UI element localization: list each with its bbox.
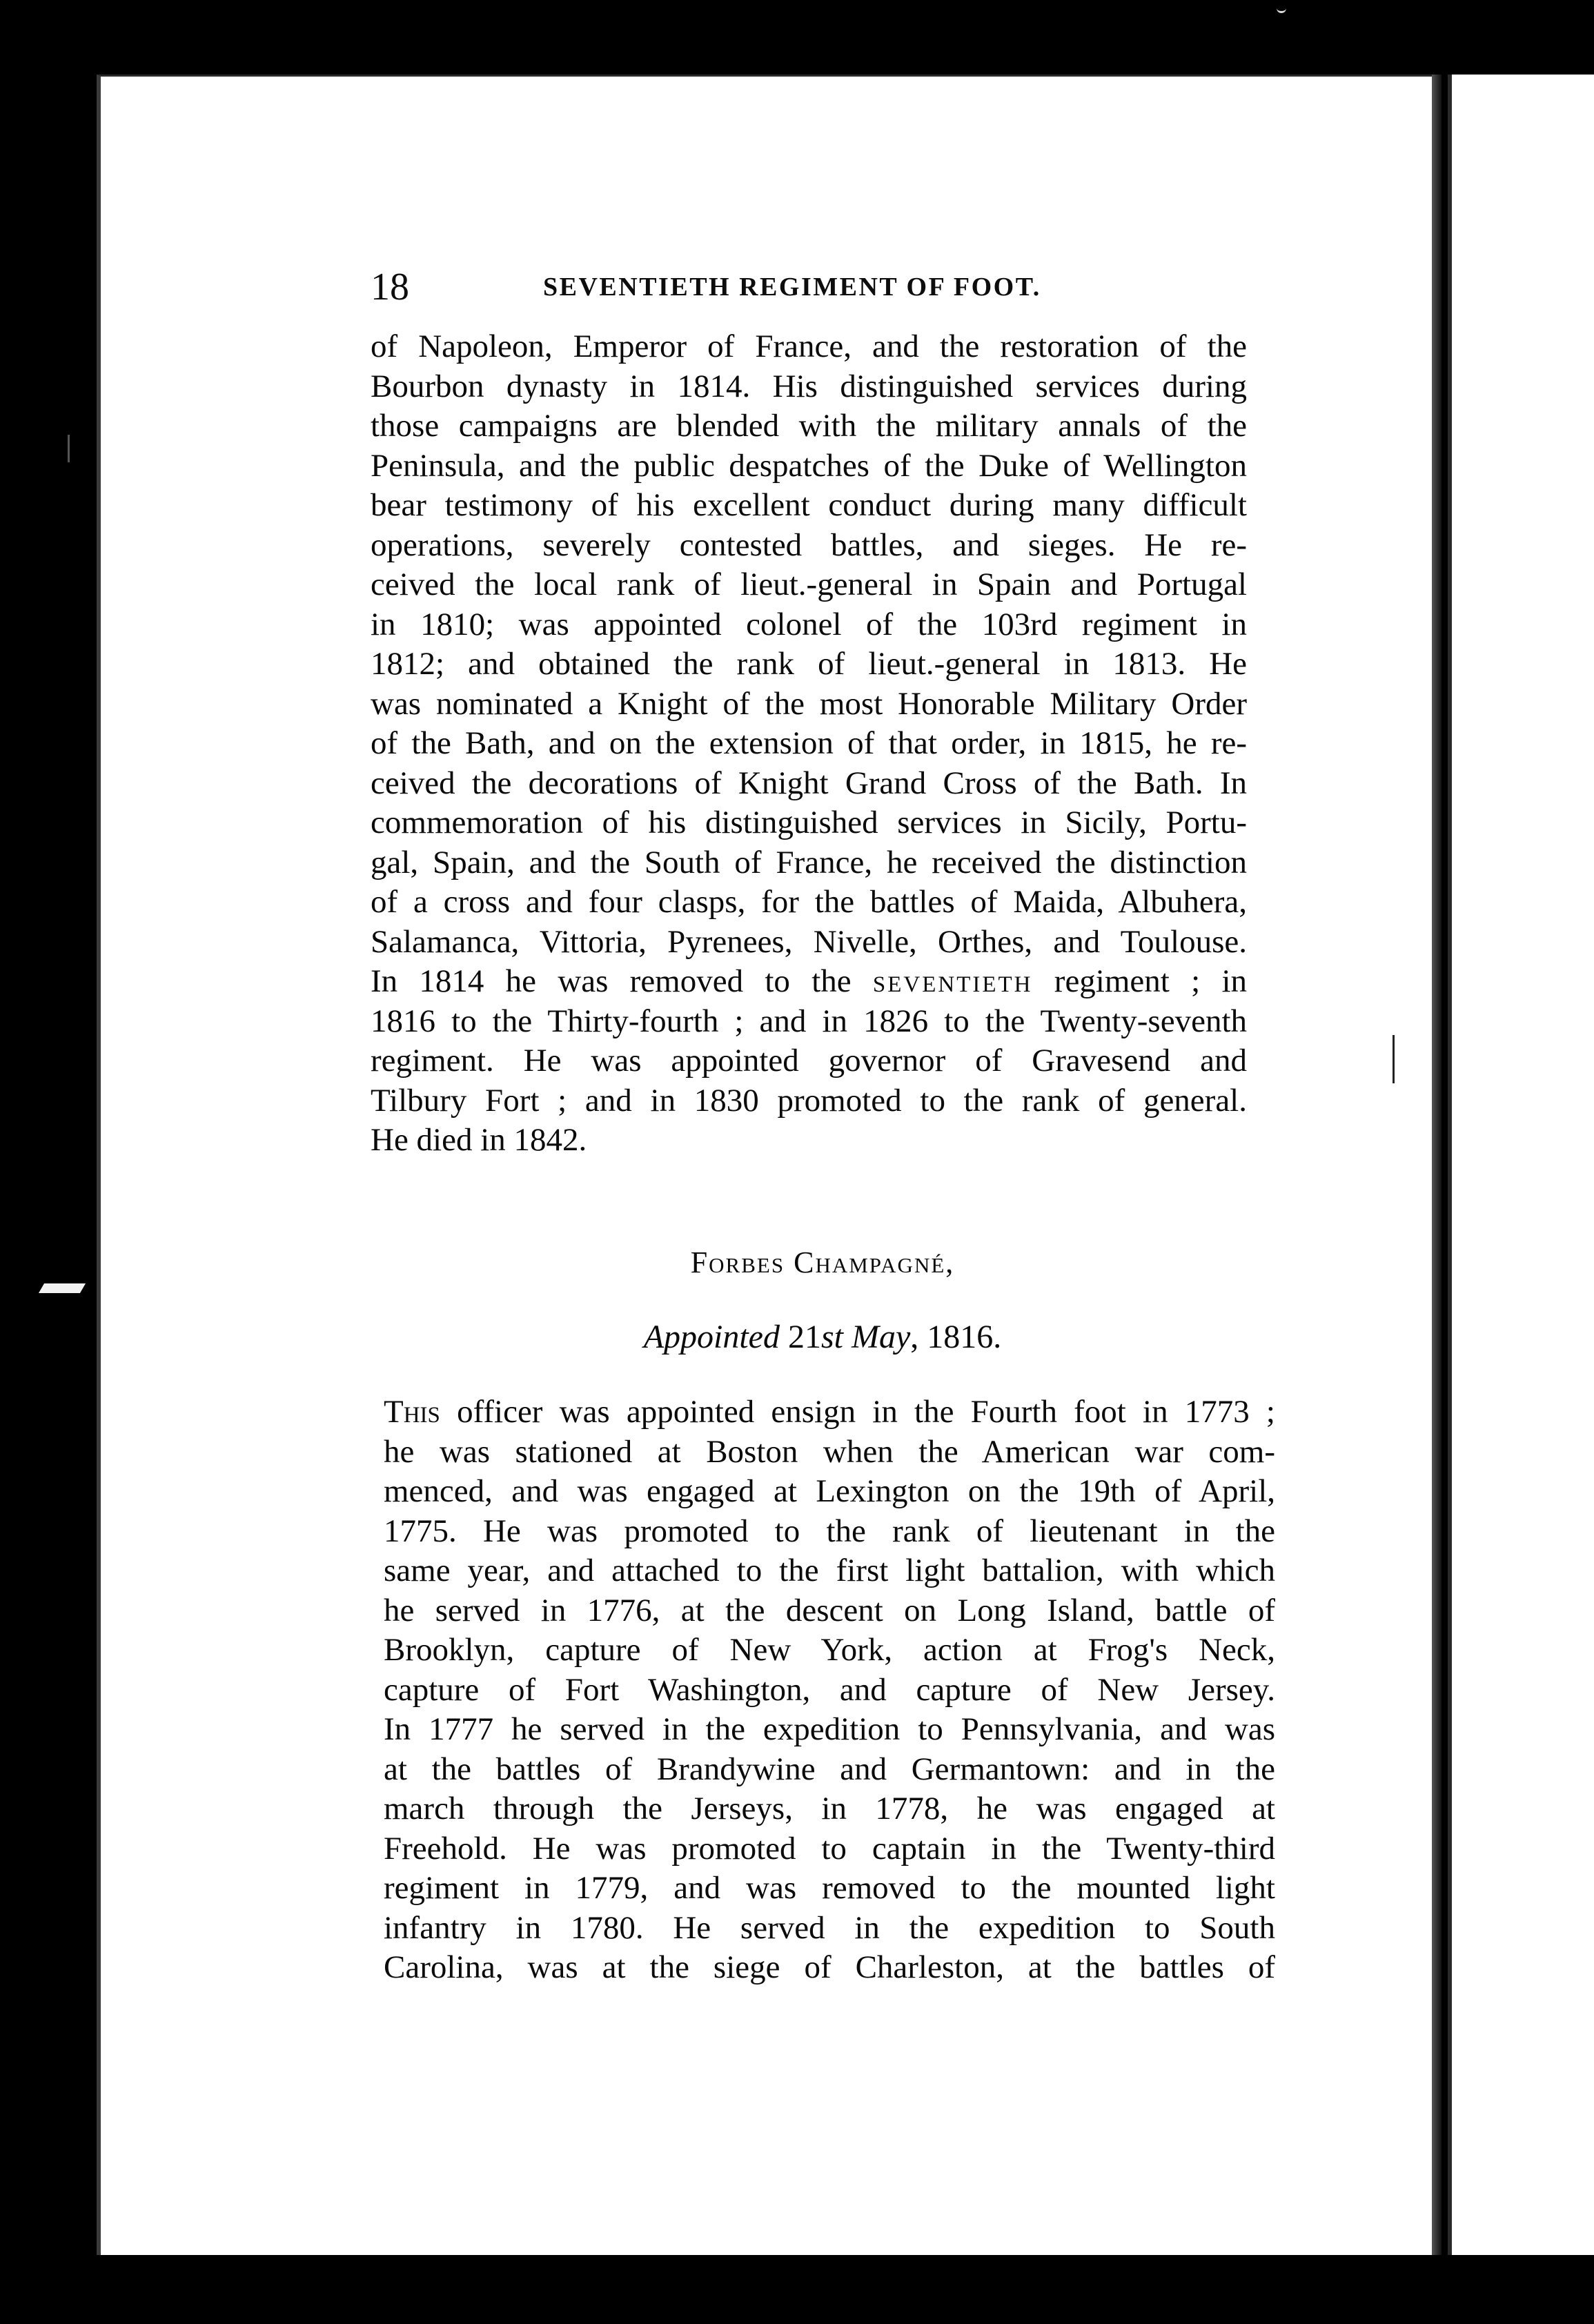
appointed-label: Appointed: [643, 1319, 780, 1355]
text-fragment: In 1814 he was removed to the: [371, 963, 873, 999]
text-line: gal, Spain, and the South of France, he received the distinction: [371, 844, 1247, 880]
page-number: 18: [371, 266, 409, 308]
text-line: Bourbon dynasty in 1814. His distinguished services during: [371, 368, 1247, 404]
text-line: bear testimony of his excellent conduct during many difficult: [371, 487, 1247, 523]
text-fragment: regiment ; in: [1032, 963, 1247, 999]
text-line: Peninsula, and the public despatches of the Duke of Wellington: [371, 447, 1247, 484]
text-line: menced, and was engaged at Lexington on the 19th of April,: [384, 1473, 1275, 1509]
text-line: In 1777 he served in the expedition to Pennsylvania, and was: [384, 1711, 1275, 1747]
appointed-month: May: [852, 1319, 911, 1355]
page-gutter-shadow: [1432, 75, 1442, 2255]
appointment-date: [371, 1314, 1275, 1360]
text-line: was nominated a Knight of the most Honorable Military Order: [371, 685, 1247, 722]
scan-edge-mark: [39, 1283, 86, 1293]
text-line: Freehold. He was promoted to captain in the Twenty-third: [384, 1830, 1275, 1867]
facing-page-edge: [1448, 75, 1594, 2255]
text-line: 1775. He was promoted to the rank of lieutenant in the: [384, 1513, 1275, 1549]
regiment-name-smallcaps: seventieth: [872, 963, 1033, 999]
text-line: operations, severely contested battles, and sieges. He re-: [371, 526, 1247, 563]
paragraph-opening-smallcaps: This: [384, 1394, 440, 1430]
text-line: 1812; and obtained the rank of lieut.-general in 1813. He: [371, 646, 1247, 682]
text-line: capture of Fort Washington, and capture of New Jersey.: [384, 1671, 1275, 1708]
text-line: infantry in 1780. He served in the expedition to South: [384, 1909, 1275, 1946]
scan-edge-mark: [1277, 6, 1286, 13]
text-line: of the Bath, and on the extension of that order, in 1815, he re-: [371, 725, 1247, 761]
appointed-day: 21: [787, 1319, 821, 1355]
text-fragment: officer was appointed ensign in the Fourth foot in 1773 ;: [440, 1394, 1275, 1430]
scan-edge-mark: [1393, 1035, 1395, 1083]
scan-edge-mark: [68, 435, 70, 462]
appointed-ordinal: st: [820, 1319, 843, 1355]
running-head-title: SEVENTIETH REGIMENT OF FOOT.: [543, 273, 1041, 302]
running-head: [371, 259, 1275, 315]
text-line: regiment. He was appointed governor of Gravesend and: [371, 1043, 1247, 1079]
text-line: same year, and attached to the first light battalion, with which: [384, 1553, 1275, 1588]
text-line: he served in 1776, at the descent on Long Island, battle of: [384, 1592, 1275, 1628]
text-line: of a cross and four clasps, for the battles of Maida, Albuhera,: [371, 884, 1247, 920]
text-line: in 1810; was appointed colonel of the 103rd regiment in: [371, 606, 1247, 642]
text-line: ceived the decorations of Knight Grand Cross of the Bath. In: [371, 765, 1247, 801]
text-line: he was stationed at Boston when the American war com-: [384, 1433, 1275, 1470]
text-line: Tilbury Fort ; and in 1830 promoted to the rank of general.: [371, 1082, 1247, 1119]
text-line: [371, 962, 1247, 1002]
officer-name-heading: Forbes Champagné,: [690, 1245, 955, 1279]
text-line: of Napoleon, Emperor of France, and the restoration of the: [371, 328, 1247, 364]
text-line: [384, 1392, 1275, 1432]
text-line: regiment in 1779, and was removed to the mounted light: [384, 1870, 1275, 1906]
text-line: Brooklyn, capture of New York, action at Frog's Neck,: [384, 1632, 1275, 1668]
text-line: commemoration of his distinguished services in Sicily, Portu-: [371, 805, 1247, 840]
text-line: Carolina, was at the siege of Charleston, at the battles of: [384, 1949, 1275, 1985]
text-line: those campaigns are blended with the military annals of the: [371, 408, 1247, 444]
text-line: Salamanca, Vittoria, Pyrenees, Nivelle, Orthes, and Toulouse.: [371, 923, 1247, 960]
appointed-year: , 1816.: [910, 1319, 1002, 1355]
text-line: march through the Jerseys, in 1778, he was engaged at: [384, 1791, 1275, 1826]
text-line: 1816 to the Thirty-fourth ; and in 1826 to the Twenty-seventh: [371, 1003, 1247, 1039]
text-line: ceived the local rank of lieut.-general in Spain and Portugal: [371, 567, 1247, 602]
text-line: at the battles of Brandywine and Germantown: and in the: [384, 1751, 1275, 1787]
biography-paragraph-1: [371, 327, 1247, 1161]
biography-paragraph-2: [384, 1392, 1275, 1988]
text-line: He died in 1842.: [371, 1122, 587, 1158]
